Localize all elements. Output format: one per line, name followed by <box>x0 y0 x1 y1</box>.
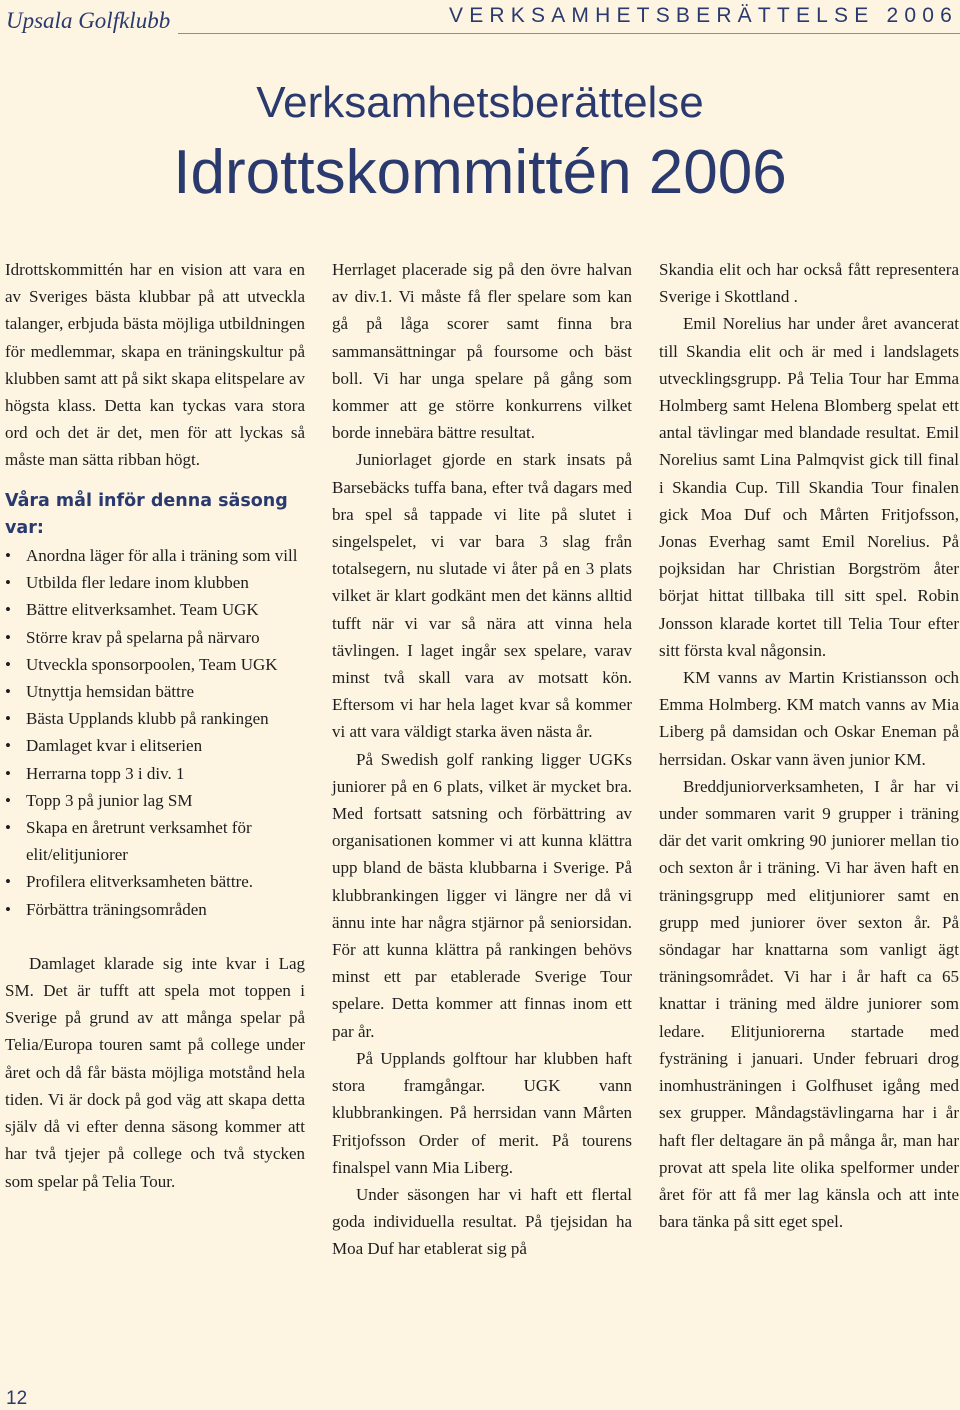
column2-paragraph: Under säsongen har vi haft ett flertal goda individuella resultat. På tjejsidan ha Moa Duf har etablerat sig på <box>332 1184 632 1259</box>
column3-paragraph: Skandia elit och har också fått representera Sverige i Skottland . <box>659 260 959 307</box>
goal-item: • Profilera elitverksamheten bättre. <box>5 868 305 895</box>
goals-heading: Våra mål inför denna säsong var: <box>5 490 288 538</box>
column3-paragraph: Breddjuniorverksamheten, I år har vi under sommaren varit 9 grupper i träning där det varit omkring 90 juniorer mellan tio och sexton år i träning. Vi har även haft en träningsgrupp med elitjuniorer samt en grupp med juniorer över sexton år. På söndagar har knattarna som vanligt ägt träningsområdet. Vi har i år haft ca 65 knattar i träning med äldre juniorer som ledare. Elitjuniorerna startade med fysträning i januari. Under februari drog inomhusträningen i Golfhuset igång med sex grupper. Måndagstävlingarna har i år haft fler deltagare än på många år, man har provat att spela lite olika spelformer under året för att få mer lag känsla och att inte bara tänka på sitt eget spel. <box>659 776 959 1232</box>
goal-item: • Bättre elitverksamhet. Team UGK <box>5 596 305 623</box>
header-rule <box>178 33 960 34</box>
goal-item: • Större krav på spelarna på närvaro <box>5 624 305 651</box>
goal-item: • Bästa Upplands klubb på rankingen <box>5 705 305 732</box>
paragraph-gap <box>5 923 305 950</box>
goal-item: • Utveckla sponsorpoolen, Team UGK <box>5 651 305 678</box>
page-number: 12 <box>6 1388 28 1409</box>
intro-paragraph: Idrottskommittén har en vision att vara en av Sveriges bästa klubbar på att utveckla talanger, erbjuda bästa möjliga utbildningen för medlemmar, skapa en träningskultur på klubben samt att på sikt skapa elitspelare av högsta klass. Detta kan tyckas vara stora ord och det är det, men för att lyckas så måste man sätta ribban högt. <box>5 260 305 470</box>
goal-item: • Skapa en åretrunt verksamhet för elit/elitjuniorer <box>5 814 305 868</box>
goal-item: • Utbilda fler ledare inom klubben <box>5 569 305 596</box>
column2-paragraph: Herrlaget placerade sig på den övre halvan av div.1. Vi måste få fler spelare som kan gå på låga scorer samt finna bra sammansättningar på foursome och bäst boll. Vi har unga spelare på gång som kommer att ge större konkurrens vilket borde innebära bättre resultat. <box>332 260 632 443</box>
page-subtitle: Idrottskommittén 2006 <box>173 138 787 207</box>
column2-paragraph: På Upplands golftour har klubben haft stora framgångar. UGK vann klubbrankingen. På herrsidan vann Mårten Fritjofsson Order of merit. På tourens finalspel vann Mia Liberg. <box>332 1048 632 1177</box>
goal-item: • Topp 3 på junior lag SM <box>5 787 305 814</box>
goal-item: • Förbättra träningsområden <box>5 896 305 923</box>
goal-item: • Damlaget kvar i elitserien <box>5 732 305 759</box>
column-2 <box>332 256 632 1263</box>
club-logo-text: Upsala Golfklubb <box>6 8 171 33</box>
column-1 <box>5 256 305 1195</box>
goal-item: • Herrarna topp 3 i div. 1 <box>5 760 305 787</box>
page-title <box>0 78 960 128</box>
running-title: VERKSAMHETSBERÄTTELSE 2006 <box>449 4 958 27</box>
goals-list <box>5 542 305 923</box>
column2-paragraph: På Swedish golf ranking ligger UGKs juniorer på en 6 plats, vilket är mycket bra. Med fortsatt satsning och förbättring av organisationen kommer vi att kunna klättra upp bland de bästa klubbarna i Sverige. På klubbrankingen ligger vi längre ner då vi ännu inte har några stjärnor på seniorsidan. För att kunna klättra på rankingen behövs minst ett par etablerade Sverige Tour spelare. Detta kommer att finnas inom ett par år. <box>332 749 632 1041</box>
goal-item: • Utnyttja hemsidan bättre <box>5 678 305 705</box>
column3-paragraph: KM vanns av Martin Kristiansson och Emma Holmberg. KM match vanns av Mia Liberg på damsidan och Oskar Eneman på herrsidan. Oskar vann även junior KM. <box>659 668 959 769</box>
goal-item: • Anordna läger för alla i träning som vill <box>5 542 305 569</box>
damlaget-paragraph: Damlaget klarade sig inte kvar i Lag SM. Det är tufft att spela mot toppen i Sverige på grund av att många spelar på Telia/Europa touren samt på college under året och då får bästa möjliga motstånd hela tiden. Vi är dock på god väg att skapa detta själv då vi efter denna säsong kommer att har två tjejer på college och två stycken som spelar på Telia Tour. <box>5 953 305 1191</box>
column-3 <box>659 256 959 1235</box>
column2-paragraph: Juniorlaget gjorde en stark insats på Barsebäcks tuffa bana, efter två dagars med bra spel så tappade vi lite på slutet i singelspelet, vi var bara 3 slag från totalsegern, nu slutade vi åter på en 3 plats vilket är klart godkänt men det känns alltid tufft när vi var så nära att vinna hela tävlingen. I laget ingår sex spelare, varav minst två skall vara av motsatt kön. Eftersom vi har hela laget kvar så kommer vi att vara väldigt starka även nästa år. <box>332 450 632 742</box>
page-title-line1: Verksamhetsberättelse <box>256 78 704 127</box>
column3-paragraph: Emil Norelius har under året avancerat till Skandia elit och är med i landslagets utvecklingsgrupp. På Telia Tour har Emma Holmberg samt Helena Blomberg spelat ett antal tävlingar med blandade resultat. Emil Norelius samt Lina Palmqvist gick till final i Skandia Cup. Till Skandia Tour finalen gick Moa Duf och Mårten Fritjofsson, Jonas Everhag samt Emil Norelius. På pojksidan har Christian Borgström åter börjat hittat tillbaka till sitt spel. Robin Jonsson klarade kortet till Telia Tour efter sitt första kval någonsin. <box>659 314 959 660</box>
